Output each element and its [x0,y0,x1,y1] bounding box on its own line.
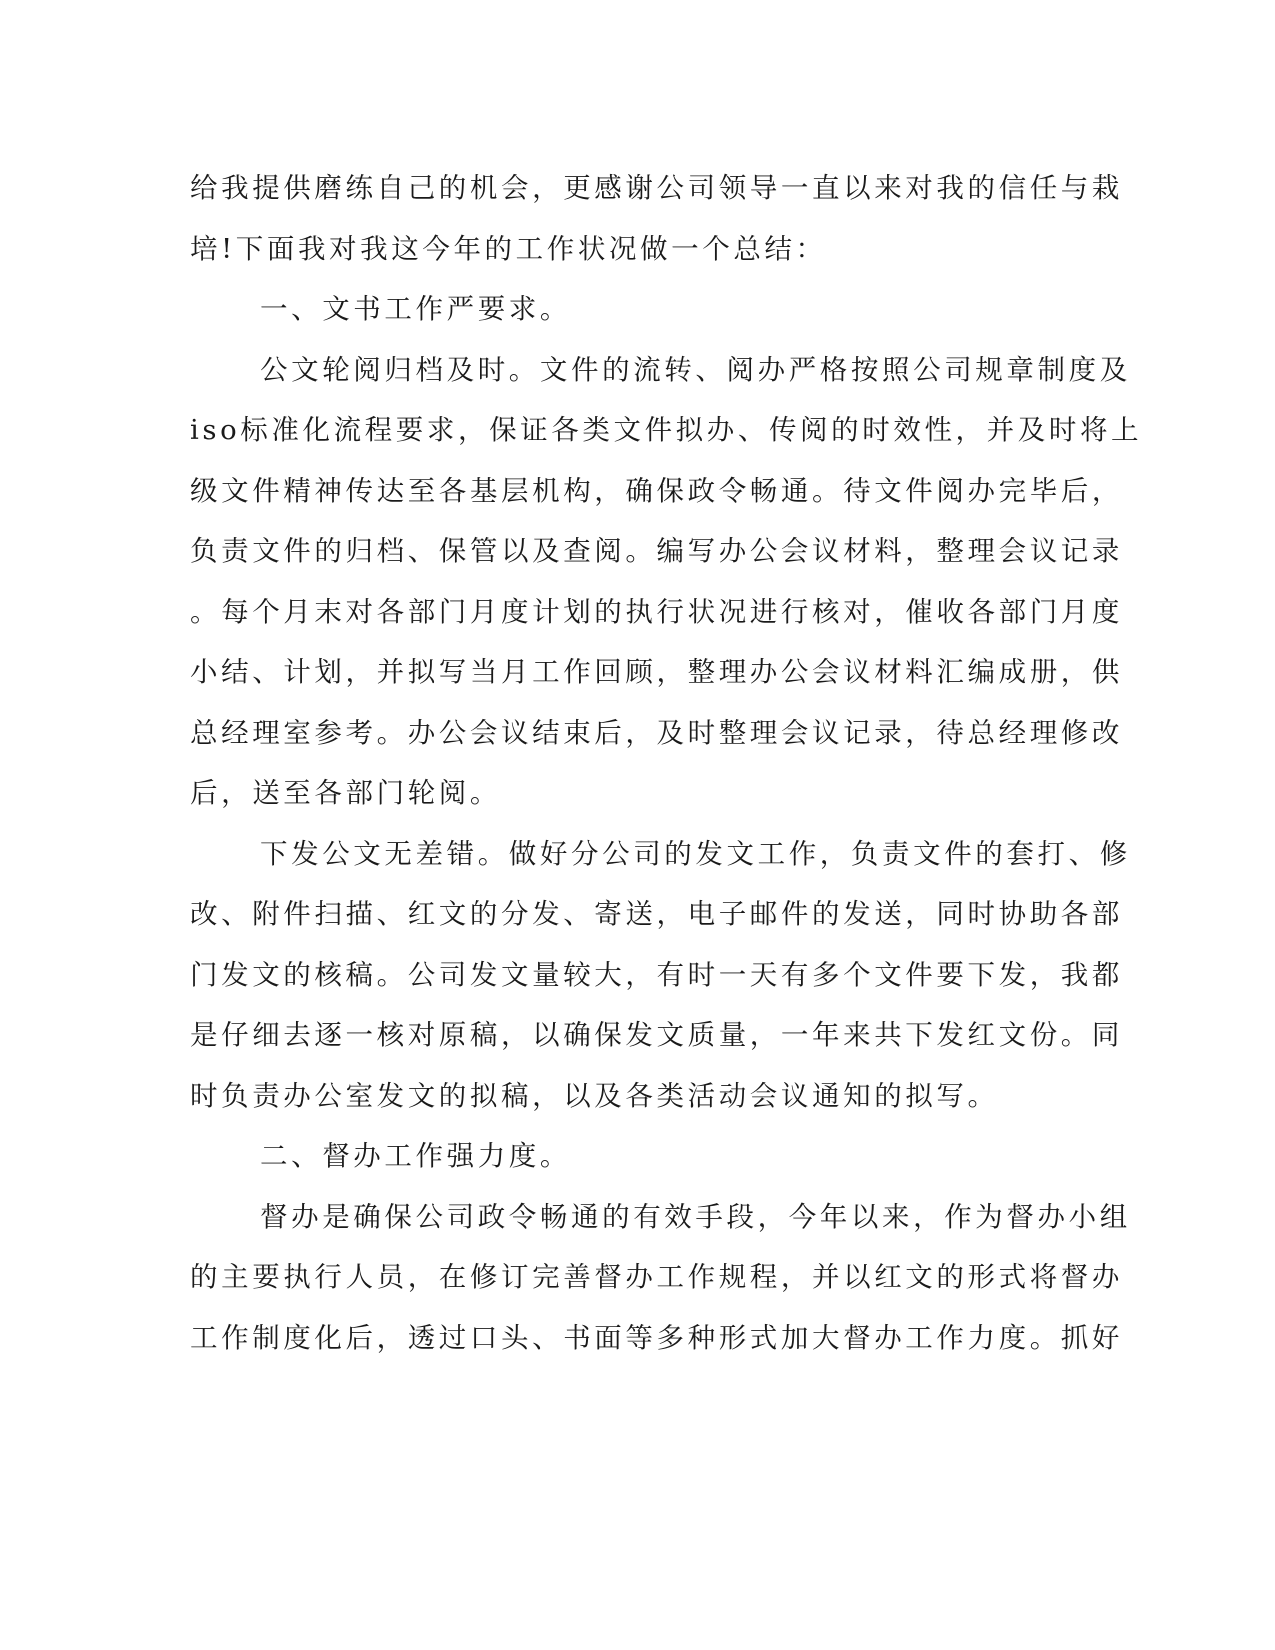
body-line: 负责文件的归档、保管以及查阅。编写办公会议材料，整理会议记录 [190,535,1123,567]
body-line: 工作制度化后，透过口头、书面等多种形式加大督办工作力度。抓好 [190,1321,1123,1354]
body-line: 给我提供磨练自己的机会，更感谢公司领导一直以来对我的信任与栽 [190,172,1123,204]
body-line: 的主要执行人员，在修订完善督办工作规程，并以红文的形式将督办 [190,1261,1123,1293]
body-line: iso标准化流程要求，保证各类文件拟办、传阅的时效性，并及时将上 [190,414,1143,446]
paragraph-start: 下发公文无差错。做好分公司的发文工作，负责文件的套打、修 [260,837,1131,870]
section-heading: 一、文书工作严要求。 [260,293,571,325]
body-line: 小结、计划，并拟写当月工作回顾，整理办公会议材料汇编成册，供 [190,656,1123,688]
body-line: 培!下面我对我这今年的工作状况做一个总结： [190,232,827,265]
body-line: 总经理室参考。办公会议结束后，及时整理会议记录，待总经理修改 [190,716,1123,749]
body-line: 是仔细去逐一核对原稿，以确保发文质量，一年来共下发红文份。同 [190,1019,1123,1051]
body-line: 级文件精神传达至各基层机构，确保政令畅通。待文件阅办完毕后， [190,474,1123,507]
body-line: 后，送至各部门轮阅。 [190,777,501,809]
paragraph-start: 督办是确保公司政令畅通的有效手段，今年以来，作为督办小组 [260,1200,1131,1233]
document-body [190,158,1143,1368]
paragraph-start: 公文轮阅归档及时。文件的流转、阅办严格按照公司规章制度及 [260,353,1131,386]
body-line: 门发文的核稿。公司发文量较大，有时一天有多个文件要下发，我都 [190,958,1123,991]
body-line: 改、附件扫描、红文的分发、寄送，电子邮件的发送，同时协助各部 [190,898,1123,930]
section-heading: 二、督办工作强力度。 [260,1140,571,1172]
body-line: 时负责办公室发文的拟稿，以及各类活动会议通知的拟写。 [190,1079,999,1112]
body-line: 。每个月末对各部门月度计划的执行状况进行核对，催收各部门月度 [190,595,1123,628]
